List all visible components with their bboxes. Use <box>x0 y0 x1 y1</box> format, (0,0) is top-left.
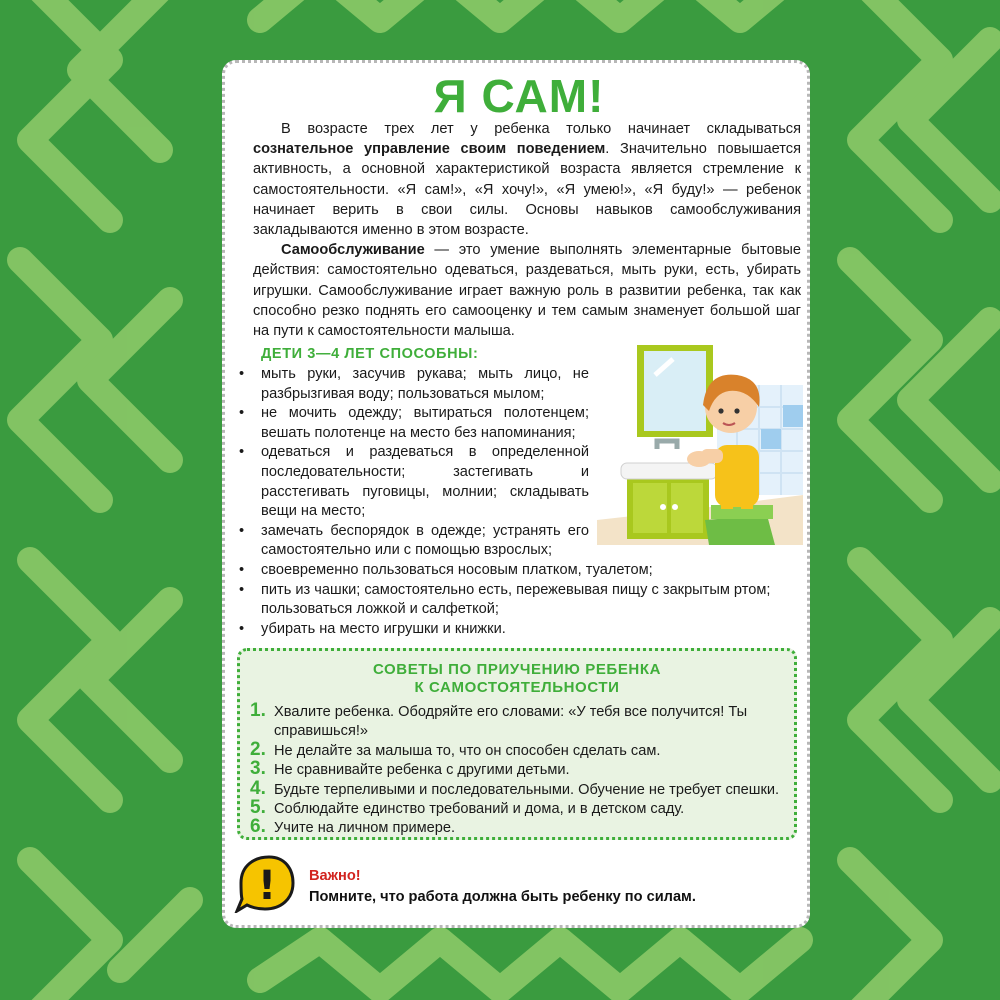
list-item: 5. Соблюдайте единство требований и дома, и в детском саду. <box>250 797 685 819</box>
abilities-list <box>235 365 805 639</box>
list-item: • мыть руки, засучив рукава; мыть лицо, не разбрызгивая воду; пользоваться мылом; <box>239 366 589 402</box>
tips-list <box>250 700 784 839</box>
list-item: • одеваться и раздеваться в определенной последовательности; застегивать и расстегивать пуговицы, молнии; складывать вещи на место; <box>239 444 589 520</box>
list-item: • своевременно пользоваться носовым платком, туалетом; <box>239 561 653 578</box>
tips-box <box>237 648 797 840</box>
page-title: Я САМ! <box>433 70 605 122</box>
exclamation-icon <box>233 853 297 913</box>
intro-bold-phrase: сознательное управление своим поведением <box>253 141 606 158</box>
self-service-term: Самообслуживание <box>281 242 425 259</box>
list-item: 4. Будьте терпеливыми и последовательными. Обучение не требует спешки. <box>250 777 780 799</box>
list-item: 2. Не делайте за малыша то, что он способен сделать сам. <box>250 738 661 760</box>
warning-title: Важно! <box>309 868 361 884</box>
list-item: • замечать беспорядок в одежде; устранять его самостоятельно или с помощью взрослых; <box>239 522 589 559</box>
list-item: • пить из чашки; самостоятельно есть, пережевывая пищу с закрытым ртом; пользоваться ложкой и салфеткой; <box>239 581 771 618</box>
svg-text:!: ! <box>257 863 277 909</box>
list-item: 6. Учите на личном примере. <box>250 816 456 838</box>
tips-heading: СОВЕТЫ ПО ПРИУЧЕНИЮ РЕБЕНКА К САМОСТОЯТЕЛЬНОСТИ <box>372 661 662 696</box>
intro-paragraph-2: Самообслуживание — это умение выполнять элементарные бытовые действия: самостоятельно одеваться, раздеваться, мыть руки, есть, убирать игрушки. Самообслуживание играет важную роль в развитии ребенка, так как способно резко поднять его самооценку и тем самым знаменует большой шаг на пути к самостоятельности малыша. <box>253 242 801 340</box>
list-item: • убирать на место игрушки и книжки. <box>239 620 506 637</box>
list-item: 1. Хвалите ребенка. Ободряйте его словами: «У тебя все получится! Ты справишься!» <box>250 700 748 740</box>
intro-paragraph-1: В возрасте трех лет у ребенка только начинает складываться сознательное управление своим поведением. Значительно повышается активность, а основной характеристикой возраста является стремление к самостоятельности. «Я сам!», «Я хочу!», «Я умею!», «Я буду!» — ребенок начинает верить в свои силы. Основы навыков самообслуживания закладываются именно в этом возрасте. <box>253 121 801 239</box>
list-item: • не мочить одежду; вытираться полотенцем; вешать полотенце на место без напоминания; <box>239 405 589 441</box>
warning-text: Помните, что работа должна быть ребенку по силам. <box>309 889 696 905</box>
list-item: 3. Не сравнивайте ребенка с другими детьми. <box>250 758 570 780</box>
content-card <box>222 60 810 928</box>
intro-text <box>253 119 801 341</box>
abilities-heading: ДЕТИ 3—4 ЛЕТ СПОСОБНЫ: <box>261 346 479 362</box>
